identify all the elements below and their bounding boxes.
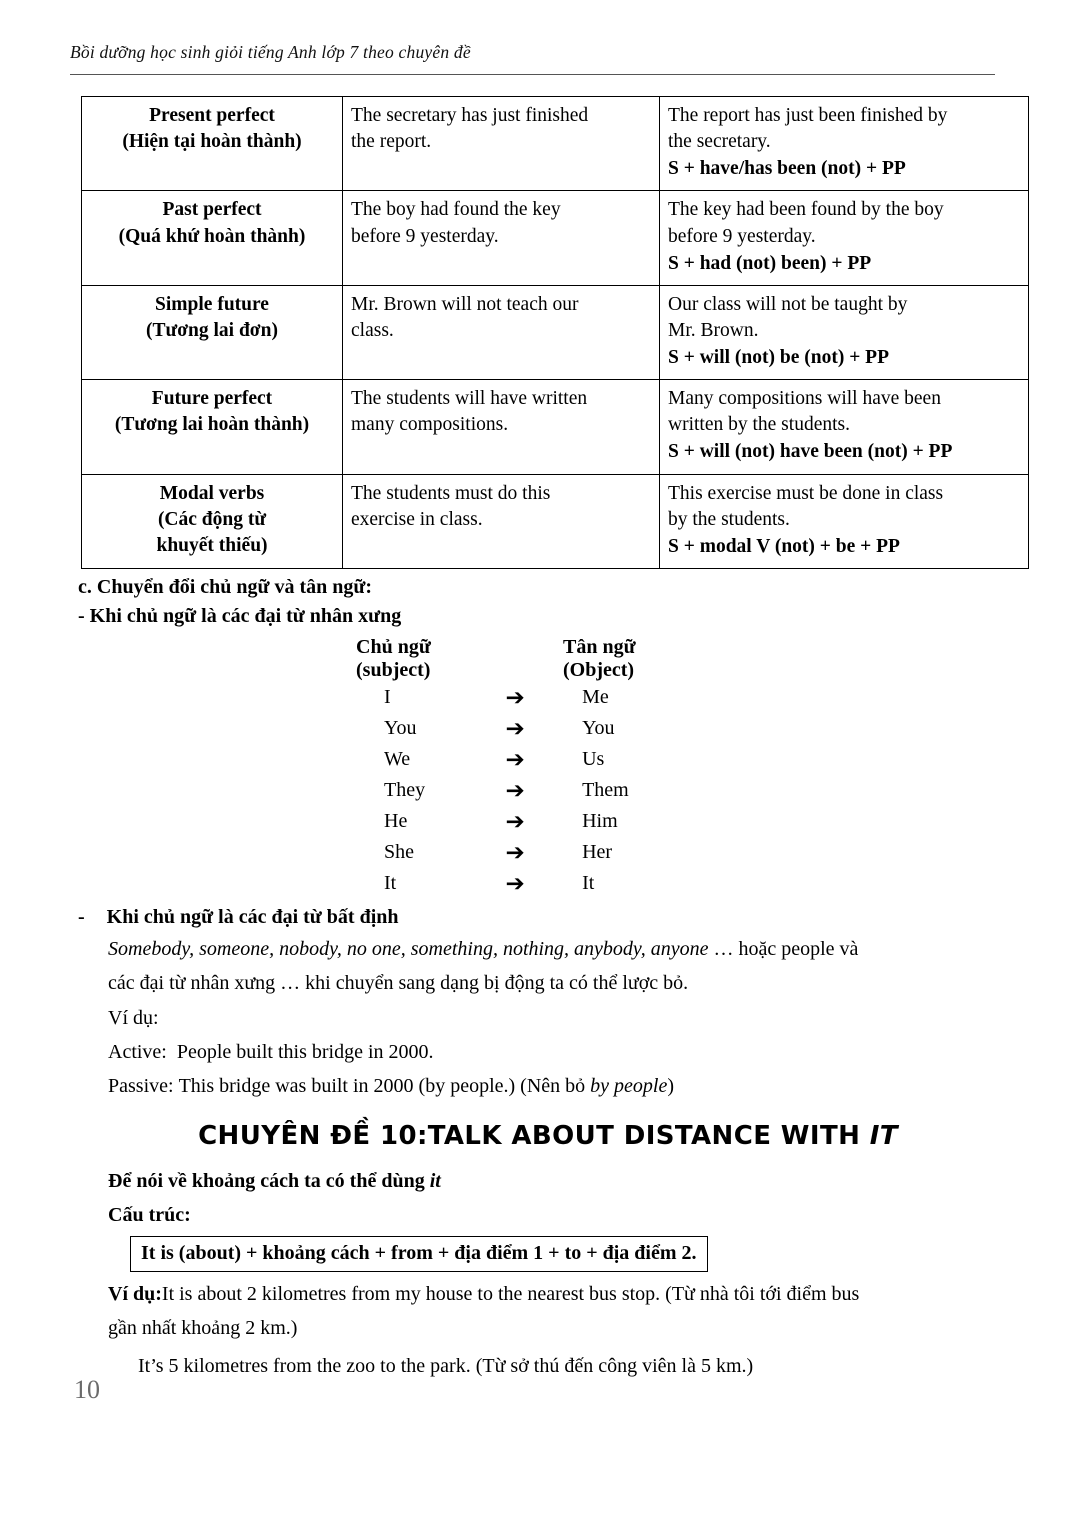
table-cell-tense	[82, 191, 343, 285]
arrow-right-icon: ➔	[505, 839, 525, 865]
table-row	[82, 191, 1029, 285]
structure-label: Cấu trúc:	[108, 1204, 191, 1227]
tense-name-vi: (Các động từ	[157, 508, 267, 530]
bullet-dash: -	[78, 905, 85, 928]
bullet-text: Khi chủ ngữ là các đại từ bất định	[106, 905, 399, 928]
pronoun-row: It ➔ It	[384, 870, 595, 896]
passive-formula: S + will (not) be (not) + PP	[668, 347, 890, 368]
passive-formula: S + modal V (not) + be + PP	[668, 535, 900, 557]
table-cell-tense	[82, 380, 343, 474]
pronoun-row: You ➔ You	[384, 715, 615, 741]
pronoun-conversion-table	[356, 636, 716, 899]
table-cell-tense	[82, 97, 343, 191]
table-cell-passive: This exercise must be done in class by the students. S + modal V (not) + be + PP	[660, 474, 1029, 568]
pronoun-table-header	[356, 636, 716, 659]
table-cell-active: The students will have written many compositions.	[343, 380, 660, 474]
structure-box: It is (about) + khoảng cách + from + địa điểm 1 + to + địa điểm 2.	[130, 1236, 708, 1272]
pronoun-row: She ➔ Her	[384, 839, 613, 865]
tense-name-vi-2: khuyết thiếu)	[156, 534, 268, 556]
bullet-personal-pronouns: - Khi chủ ngữ là các đại từ nhân xưng	[78, 604, 402, 627]
tense-name-vi: (Quá khứ hoàn thành)	[118, 225, 306, 247]
column-subheader-object: (Object)	[563, 658, 635, 681]
example-label: Ví dụ:	[108, 1006, 159, 1029]
tense-name-en: Present perfect	[149, 105, 275, 126]
table-cell-passive: Many compositions will have been written by the students. S + will (not) have been (not) + PP	[660, 380, 1029, 474]
tense-name-vi: (Tương lai hoàn thành)	[114, 414, 310, 436]
bullet-indefinite-pronouns	[78, 906, 988, 929]
column-subheader-subject: (subject)	[356, 658, 431, 681]
table-row	[82, 285, 1029, 379]
arrow-right-icon: ➔	[505, 684, 525, 710]
table-cell-passive: The key had been found by the boy before 9 yesterday. S + had (not) been) + PP	[660, 191, 1029, 285]
arrow-right-icon: ➔	[505, 808, 525, 834]
table-cell-tense	[82, 285, 343, 379]
passive-sentence: This bridge was built in 2000 (by people.) (Nên bỏ	[178, 1075, 591, 1098]
table-cell-passive: The report has just been finished by the secretary. S + have/has been (not) + PP	[660, 97, 1029, 191]
passive-formula: S + had (not) been) + PP	[668, 252, 872, 274]
table-cell-active: The secretary has just finished the report.	[343, 97, 660, 191]
tense-name-en: Modal verbs	[159, 482, 265, 504]
table-row	[82, 380, 1029, 474]
passive-label: Passive:	[108, 1075, 174, 1098]
column-header-object: Tân ngữ	[563, 635, 636, 658]
table-cell-tense	[82, 474, 343, 568]
table-cell-active: Mr. Brown will not teach our class.	[343, 285, 660, 379]
table-cell-passive: Our class will not be taught by Mr. Brown. S + will (not) be (not) + PP	[660, 285, 1029, 379]
pronoun-row: He ➔ Him	[384, 808, 618, 834]
chapter-example-1: Ví dụ:It is about 2 kilometres from my house to the nearest bus stop. (Từ nhà tôi tới điểm bus	[108, 1282, 860, 1305]
pronoun-row: We ➔ Us	[384, 746, 605, 772]
example-passive-line: Passive: This bridge was built in 2000 (by people.) (Nên bỏ by people)	[108, 1075, 675, 1098]
arrow-right-icon: ➔	[505, 746, 525, 772]
tense-name-vi: (Hiện tại hoàn thành)	[122, 131, 302, 153]
tense-name-en: Past perfect	[162, 199, 262, 221]
chapter-title-it: IT	[869, 1120, 898, 1151]
header-divider	[70, 74, 995, 75]
chapter-example-2: It’s 5 kilometres from the zoo to the park. (Từ sở thú đến công viên là 5 km.)	[138, 1355, 754, 1378]
indefinite-pronouns-paragraph: Somebody, someone, nobody, no one, something, nothing, anybody, anyone … hoặc people và	[108, 937, 859, 960]
tense-name-en: Simple future	[155, 293, 269, 315]
running-header: Bồi dưỡng học sinh giỏi tiếng Anh lớp 7 theo chuyên đề	[70, 42, 471, 62]
table-row	[82, 97, 1029, 191]
page-content	[78, 96, 988, 1381]
page-number: 10	[74, 1375, 100, 1404]
chapter-title-text: CHUYÊN ĐỀ 10:TALK ABOUT DISTANCE WITH	[198, 1120, 870, 1151]
tense-name-en: Future perfect	[151, 388, 273, 410]
table-cell-active: The students must do this exercise in class.	[343, 474, 660, 568]
active-label: Active:	[108, 1041, 167, 1064]
indefinite-pronouns-paragraph-line2: các đại từ nhân xưng … khi chuyển sang dạng bị động ta có thể lược bỏ.	[108, 972, 689, 995]
passive-formula: S + have/has been (not) + PP	[668, 158, 906, 180]
chapter-title	[108, 1121, 988, 1151]
example-active-line	[108, 1038, 988, 1066]
indefinite-pronoun-list: Somebody, someone, nobody, no one, something, nothing, anybody, anyone	[108, 937, 709, 960]
pronoun-row: I ➔ Me	[384, 684, 609, 710]
table-row	[82, 474, 1029, 568]
column-header-subject: Chủ ngữ	[356, 635, 431, 658]
arrow-right-icon: ➔	[505, 777, 525, 803]
section-c-heading: c. Chuyển đổi chủ ngữ và tân ngữ:	[78, 575, 373, 598]
table-cell-active: The boy had found the key before 9 yesterday.	[343, 191, 660, 285]
chapter-example-1-line2: gần nhất khoảng 2 km.)	[108, 1317, 298, 1339]
tense-name-vi: (Tương lai đơn)	[146, 319, 278, 341]
arrow-right-icon: ➔	[505, 870, 525, 896]
pronoun-table-subheader	[356, 659, 716, 682]
passive-formula: S + will (not) have been (not) + PP	[668, 441, 953, 463]
pronoun-row: They ➔ Them	[384, 777, 629, 803]
arrow-right-icon: ➔	[505, 715, 525, 741]
passive-voice-table	[81, 96, 1029, 569]
chapter-intro: Để nói về khoảng cách ta có thể dùng it	[108, 1169, 441, 1192]
active-sentence: People built this bridge in 2000.	[176, 1041, 434, 1064]
